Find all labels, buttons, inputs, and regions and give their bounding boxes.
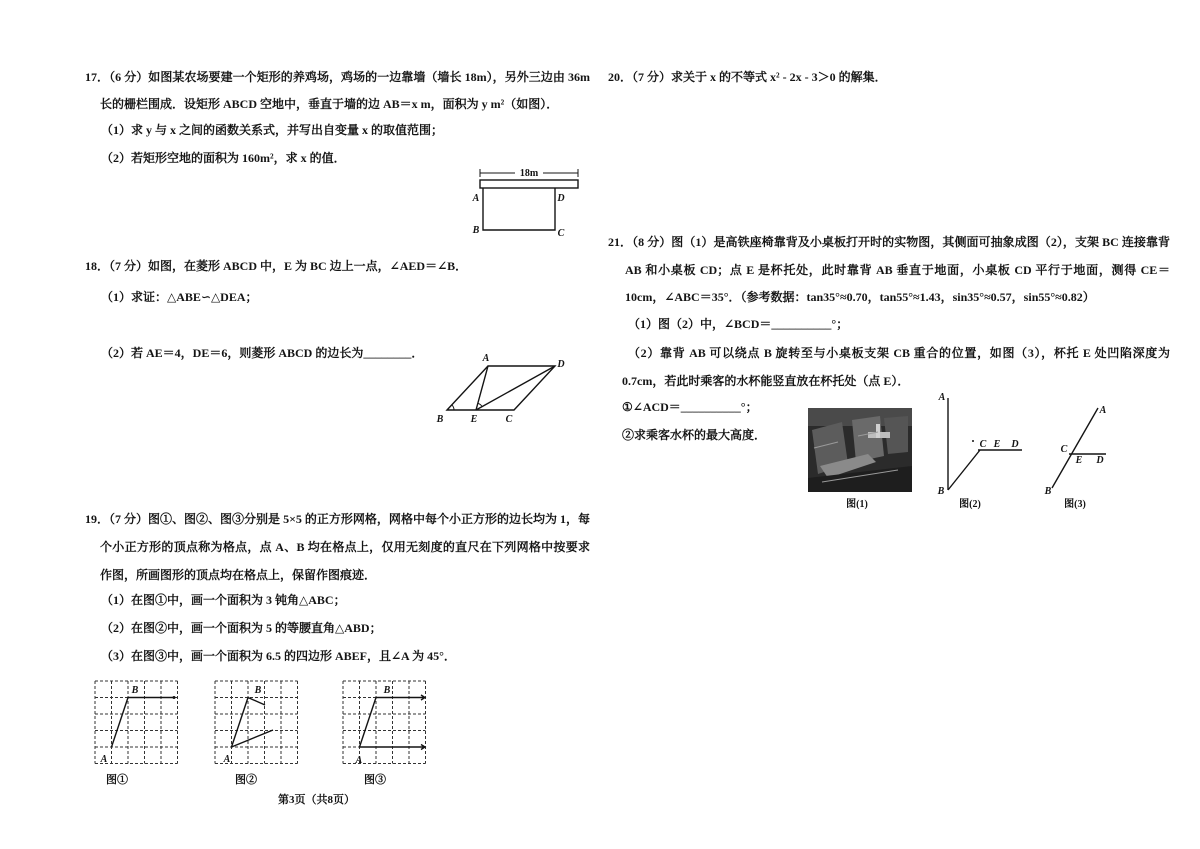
q21-part-2-sub-1: ①∠ACD＝__________°； — [622, 400, 758, 414]
label-c: C — [505, 414, 513, 425]
segment-ab — [360, 698, 377, 748]
q21-part-2-sub-2: ②求乘客水杯的最大高度． — [622, 428, 767, 442]
q19-part-2: （2）在图②中，画一个面积为 5 的等腰直角△ABD； — [101, 621, 382, 635]
label-d: D — [557, 359, 565, 370]
q17-part-2: （2）若矩形空地的面积为 160m²，求 x 的值． — [101, 151, 346, 165]
mark-dot — [972, 440, 974, 442]
label-a: A — [482, 353, 490, 364]
label-b: B — [131, 685, 139, 696]
q18-part-1: （1）求证：△ABE∽△DEA； — [101, 290, 258, 304]
q21-figure-3 — [1040, 400, 1116, 498]
q19-part-3: （3）在图③中，画一个面积为 6.5 的四边形 ABEF，且∠A 为 45°． — [101, 649, 456, 663]
q21-part-2: （2）靠背 AB 可以绕点 B 旋转至与小桌板支架 CB 重合的位置，如图（3），杯托 E 处凹陷深度为 0.7cm，若此时乘客的水杯能竖直放在杯托处（点 E）． — [622, 346, 1170, 388]
label-b: B — [436, 414, 444, 425]
drawn-line-a — [232, 730, 274, 747]
rotated-backrest-ab — [1052, 408, 1098, 488]
q19-part-1: （1）在图①中，画一个面积为 3 钝角△ABC； — [101, 593, 346, 607]
label-a: A — [223, 754, 231, 765]
figure-2-caption: 图(2) — [959, 499, 981, 510]
label-a: A — [355, 755, 363, 766]
drawn-point — [173, 696, 176, 699]
segment-ab — [232, 698, 249, 748]
label-b: B — [383, 685, 391, 696]
seat-photo-image — [808, 408, 912, 492]
wall-bar — [480, 180, 578, 188]
label-c: C — [557, 228, 565, 239]
label-d: D — [1096, 455, 1104, 466]
figure-3-caption: 图(3) — [1064, 499, 1086, 510]
wall-length-label: 18m — [519, 168, 539, 179]
bracket-bc — [948, 450, 980, 490]
drawn-line-b — [248, 698, 265, 706]
label-b: B — [937, 486, 945, 497]
label-b: B — [254, 685, 262, 696]
rhombus-abcd — [447, 366, 555, 410]
q19-grid-2 — [209, 677, 305, 769]
q18-stem: 18．（7 分）如图，在菱形 ABCD 中，E 为 BC 边上一点，∠AED＝∠B． — [85, 259, 468, 273]
q17-stem: 17．（6 分）如图某农场要建一个矩形的养鸡场，鸡场的一边靠墙（墙长 18m），另外三边由 36m 长的栅栏围成．设矩形 ABCD 空地中，垂直于墙的边 AB＝x m，面积为 y m²（如图）． — [85, 70, 590, 111]
page-footer: 第3页（共8页） — [278, 794, 355, 806]
label-b: B — [1044, 486, 1052, 497]
q19-stem: 19．（7 分）图①、图②、图③分别是 5×5 的正方形网格，网格中每个小正方形的边长均为 1，每个小正方形的顶点称为格点，点 A、B 均在格点上，仅用无刻度的直尺在下列网格中按要求作图，所画图形的顶点均在格点上，保留作图痕迹． — [85, 512, 590, 582]
grid-3-caption: 图③ — [364, 774, 386, 786]
rectangle-abcd — [483, 188, 555, 230]
q21-figure-2 — [930, 390, 1030, 500]
angle-b-mark — [452, 405, 454, 410]
q19-grid-3 — [337, 677, 433, 769]
label-e: E — [470, 414, 478, 425]
figure-1-caption: 图(1) — [846, 499, 868, 510]
label-a: A — [472, 193, 480, 204]
label-d: D — [1011, 439, 1019, 450]
q21-part-1: （1）图（2）中，∠BCD＝__________°； — [628, 317, 849, 331]
q19-grid-1 — [89, 677, 185, 769]
segment-ab — [112, 698, 129, 748]
angle-aed-mark — [478, 403, 482, 406]
label-e: E — [993, 439, 1001, 450]
label-a: A — [100, 754, 108, 765]
q18-figure-rhombus — [430, 350, 565, 426]
label-c: C — [979, 439, 987, 450]
q20-stem: 20．（7 分）求关于 x 的不等式 x² - 2x - 3＞0 的解集． — [608, 70, 887, 84]
label-c: C — [1060, 444, 1068, 455]
segments-ae-de — [476, 366, 555, 410]
label-a: A — [1099, 405, 1107, 416]
q17-part-1: （1）求 y 与 x 之间的函数关系式，并写出自变量 x 的取值范围； — [101, 123, 444, 137]
label-e: E — [1075, 455, 1083, 466]
q17-figure-rectangle-wall — [468, 163, 584, 241]
grid-2-caption: 图② — [235, 774, 257, 786]
label-d: D — [557, 193, 565, 204]
q18-part-2: （2）若 AE＝4，DE＝6，则菱形 ABCD 的边长为________． — [101, 346, 424, 360]
label-a: A — [938, 392, 946, 403]
q21-stem: 21．（8 分）图（1）是高铁座椅靠背及小桌板打开时的实物图，其侧面可抽象成图（2），支架 BC 连接靠背 AB 和小桌板 CD；点 E 是杯托处，此时靠背 AB 垂直于地面，小桌板 CD 平行于地面，测得 CE＝10cm，∠ABC＝35°．（参考数据：tan35°≈0.70，tan55°≈1.43，sin35°≈0.57，sin55°≈0.82） — [608, 235, 1170, 304]
label-b: B — [472, 225, 480, 236]
grid-1-caption: 图① — [106, 774, 128, 786]
